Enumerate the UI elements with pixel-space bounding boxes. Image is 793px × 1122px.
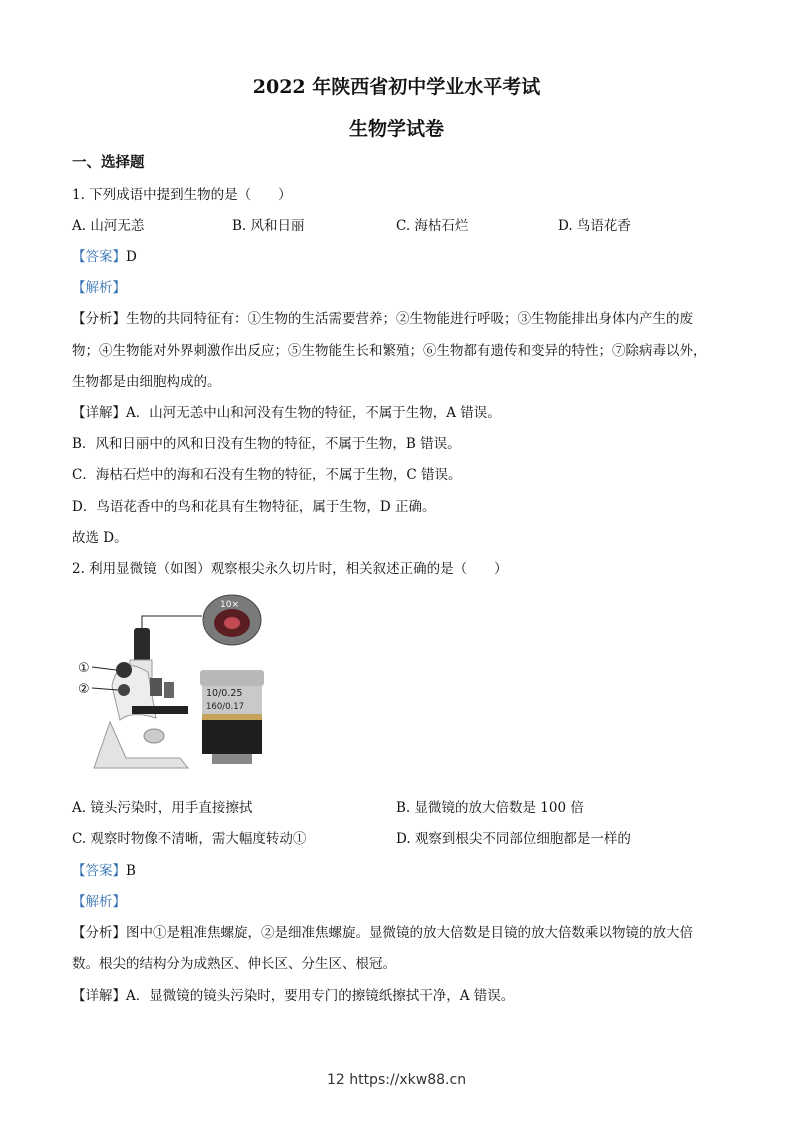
exam-title: 2022 年陕西省初中学业水平考试	[252, 76, 541, 98]
q2-option-d: D. 观察到根尖不同部位细胞都是一样的	[396, 831, 631, 847]
q1-detail-c: C．海枯石烂中的海和石没有生物的特征，不属于生物，C 错误。	[72, 467, 462, 483]
q2-fenxi-line-2: 数。根尖的结构分为成熟区、伸长区、分生区、根冠。	[72, 956, 396, 972]
q2-option-a: A. 镜头污染时，用手直接擦拭	[72, 800, 253, 816]
q1-option-a: A. 山河无恙	[72, 218, 145, 234]
fenxi-text: 图中①是粗准焦螺旋，②是细准焦螺旋。显微镜的放大倍数是目镜的放大倍数乘以物镜的放大倍	[126, 925, 693, 941]
fenxi-text: 生物的共同特征有：①生物的生活需要营养；②生物能进行呼吸；③生物能排出身体内产生的废	[126, 311, 693, 327]
q2-option-b: B. 显微镜的放大倍数是 100 倍	[396, 800, 584, 816]
q1-analysis-tag: 【解析】	[72, 280, 126, 296]
answer-tag: 【答案】	[72, 863, 126, 879]
q2-option-c: C. 观察时物像不清晰，需大幅度转动①	[72, 831, 307, 847]
answer-value: B	[126, 863, 136, 879]
eyepiece-label: 10×	[220, 600, 239, 610]
q1-answer	[72, 245, 137, 265]
objective-label-2: 160/0.17	[206, 702, 245, 712]
q1-detail-b: B．风和日丽中的风和日没有生物的特征，不属于生物，B 错误。	[72, 436, 461, 452]
xiangjie-text: A．山河无恙中山和河没有生物的特征，不属于生物，A 错误。	[126, 405, 501, 421]
q1-fenxi-line-2: 物；④生物能对外界刺激作出反应；⑤生物能生长和繁殖；⑥生物都有遗传和变异的特性；⑦除病毒以外，	[72, 343, 707, 359]
xiangjie-tag: 【详解】	[72, 405, 126, 421]
marker-2: ②	[78, 682, 90, 697]
question-2-stem: 2. 利用显微镜（如图）观察根尖永久切片时，相关叙述正确的是（ ）	[72, 561, 508, 577]
q1-conclusion: 故选 D。	[72, 530, 128, 546]
q1-option-d: D. 鸟语花香	[558, 218, 631, 234]
q1-detail-a	[72, 401, 501, 421]
fenxi-tag: 【分析】	[72, 311, 126, 327]
answer-tag: 【答案】	[72, 249, 126, 265]
question-1-stem: 1. 下列成语中提到生物的是（ ）	[72, 187, 292, 203]
q2-answer	[72, 859, 136, 879]
xiangjie-tag: 【详解】	[72, 988, 126, 1004]
microscope-illustration	[72, 590, 292, 780]
section-heading: 一、选择题	[72, 154, 145, 171]
q2-analysis-tag: 【解析】	[72, 894, 126, 910]
q2-detail-a	[72, 984, 514, 1004]
q1-fenxi-line-1	[72, 307, 693, 327]
q1-detail-d: D．鸟语花香中的鸟和花具有生物特征，属于生物，D 正确。	[72, 499, 436, 515]
microscope-figure	[72, 590, 292, 780]
exam-subtitle: 生物学试卷	[348, 118, 444, 140]
answer-value: D	[126, 249, 137, 265]
q1-fenxi-line-3: 生物都是由细胞构成的。	[72, 374, 221, 390]
q2-fenxi-line-1	[72, 921, 693, 941]
q1-option-c: C. 海枯石烂	[396, 218, 469, 234]
xiangjie-text: A．显微镜的镜头污染时，要用专门的擦镜纸擦拭干净，A 错误。	[126, 988, 515, 1004]
page-footer: 12 https://xkw88.cn	[326, 1072, 467, 1088]
marker-1: ①	[78, 661, 90, 676]
fenxi-tag: 【分析】	[72, 925, 126, 941]
q1-option-b: B. 风和日丽	[232, 218, 305, 234]
objective-label-1: 10/0.25	[206, 688, 243, 699]
